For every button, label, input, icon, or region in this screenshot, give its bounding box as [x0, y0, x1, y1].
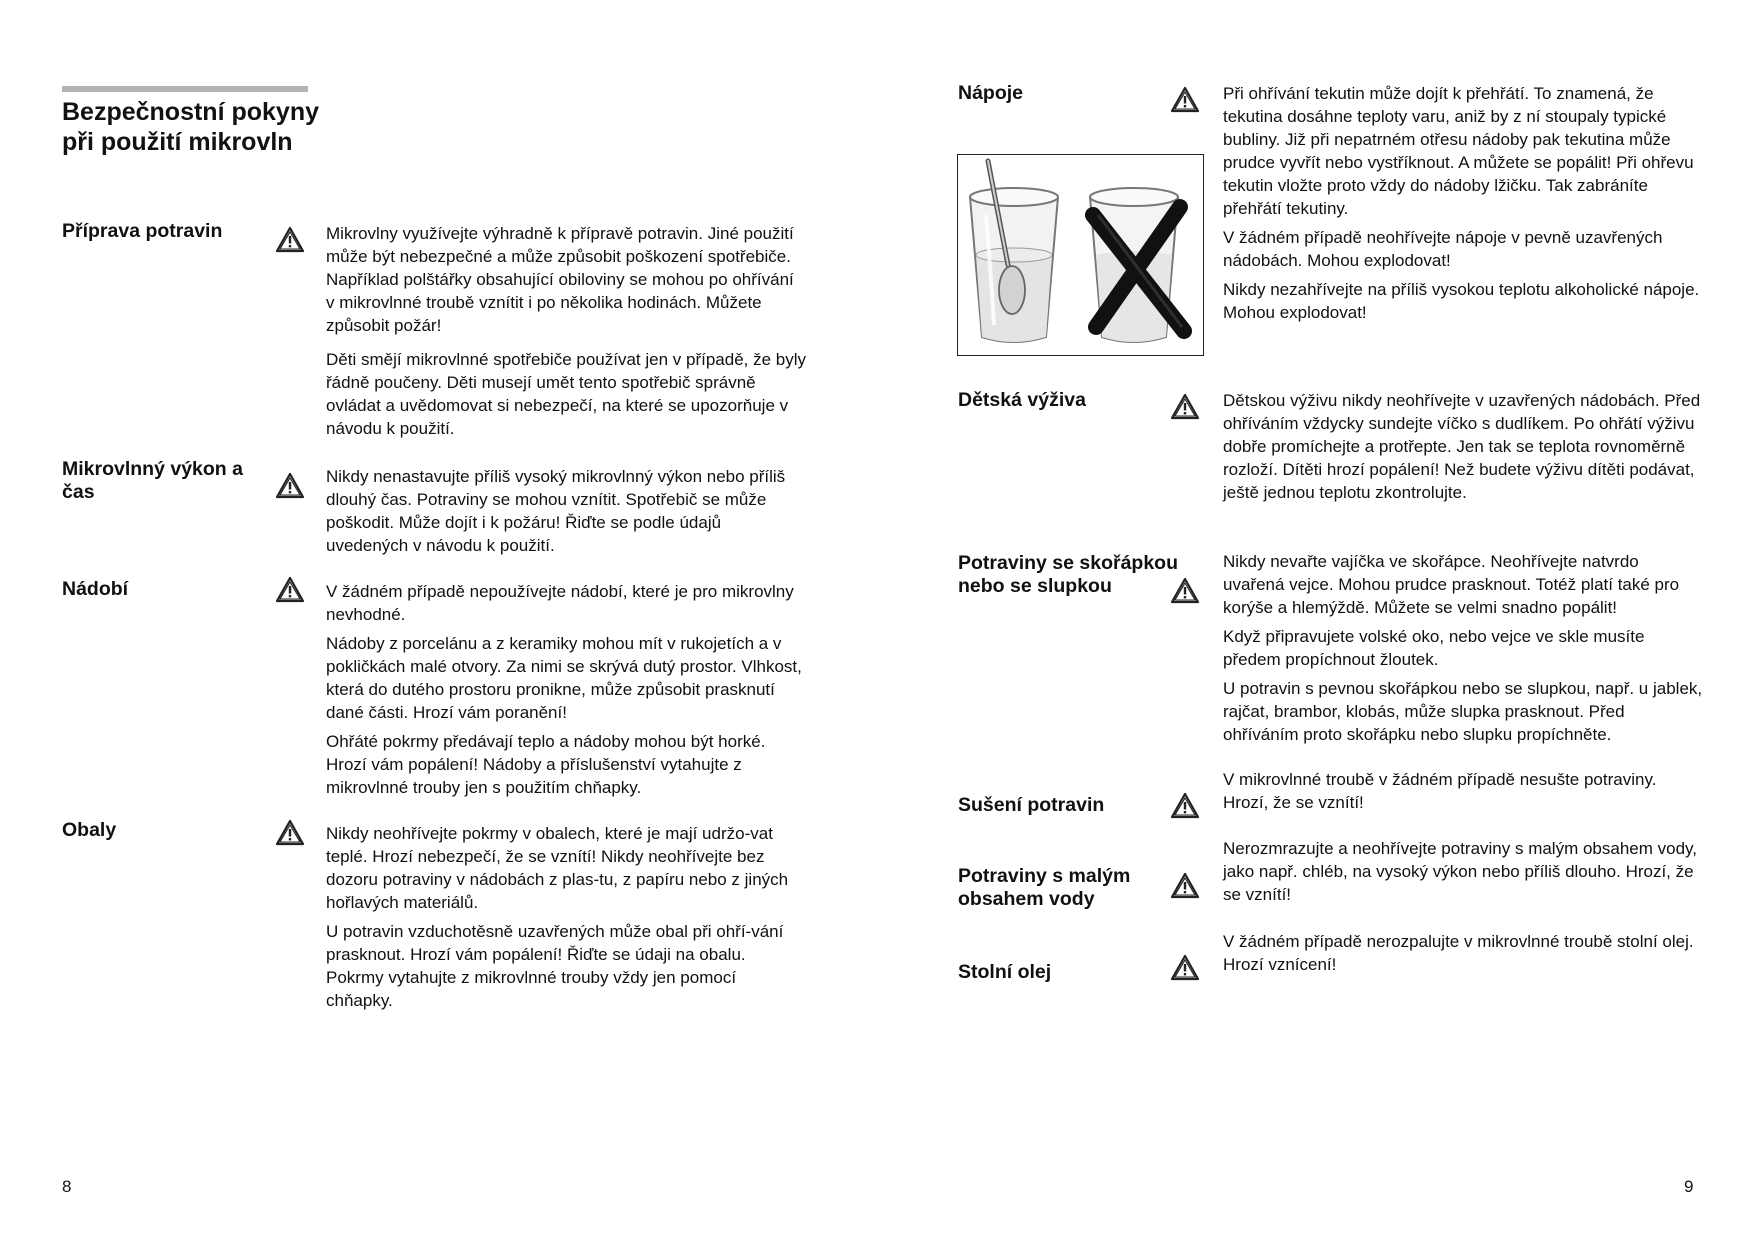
paragraph: V žádném případě neohřívejte nápoje v pevně uzavřených nádobách. Mohou explodovat!	[1223, 228, 1663, 270]
section-heading-nadobi: Nádobí	[62, 578, 129, 600]
section-text-skorapka	[1223, 550, 1703, 752]
paragraph: Nikdy nevařte vajíčka ve skořápce. Neohřívejte natvrdo uvařená vejce. Mohou prudce prasknout. Totéž platí také pro korýše a hlemýždě. Můžete se velmi snadno popálit!	[1223, 552, 1680, 617]
page-title: Bezpečnostní pokyny při použití mikrovln	[62, 98, 319, 156]
section-heading-suseni: Sušení potravin	[958, 794, 1105, 816]
page-number-left: 8	[62, 1177, 72, 1196]
section-text-priprava	[326, 222, 806, 446]
warning-triangle-icon	[275, 576, 305, 603]
section-text-nadobi	[326, 580, 806, 805]
warning-triangle-icon	[275, 226, 305, 253]
paragraph: Nikdy nenastavujte příliš vysoký mikrovlnný výkon nebo příliš dlouhý čas. Potraviny se mohou vznítit. Spotřebič se může poškodit. Může dojít i k požáru! Řiďte se podle údajů uvedených v návodu k použití.	[326, 467, 786, 555]
paragraph: V žádném případě nerozpalujte v mikrovlnné troubě stolní olej. Hrozí vznícení!	[1223, 932, 1694, 974]
paragraph: Mikrovlny využívejte výhradně k přípravě potravin. Jiné použití může být nebezpečné a může způsobit poškození spotřebiče. Například polštářky obsahující obiloviny se mohou po ohřívání v mikrovlnné troubě vznítit i po několika hodinách. Můžete způsobit požár!	[326, 224, 794, 335]
paragraph: Nádoby z porcelánu a z keramiky mohou mít v rukojetích a v pokličkách malé otvory. Za nimi se skrývá dutý prostor. Vlhkost, která do dutého prostoru pronikne, může způsobit prasknutí dané části. Hrozí vám poranění!	[326, 634, 802, 722]
paragraph: Při ohřívání tekutin může dojít k přehřátí. To znamená, že tekutina dosáhne teploty varu, aniž by z ní stoupaly typické bubliny. Již při nepatrném otřesu nádoby pak tekutina může prudce vyvřít nebo vystříknout. A můžete se popálit! Při ohřevu tekutin vložte proto vždy do nádoby lžičku. Tak zabráníte přehřátí tekutiny.	[1223, 84, 1694, 218]
glasses-illustration	[957, 154, 1204, 356]
section-text-napoje	[1223, 82, 1703, 330]
glass-crossed-out-icon	[1090, 188, 1184, 342]
section-text-vykon	[326, 465, 806, 563]
paragraph: Nikdy nezahřívejte na příliš vysokou teplotu alkoholické nápoje. Mohou explodovat!	[1223, 280, 1700, 322]
paragraph: V žádném případě nepoužívejte nádobí, které je pro mikrovlny nevhodné.	[326, 582, 794, 624]
warning-triangle-icon	[275, 472, 305, 499]
paragraph: Dětskou výživu nikdy neohřívejte v uzavřených nádobách. Před ohříváním vždycky sundejte víčko s dudlíkem. Po ohřátí výživu dobře promíchejte a protřepte. Jen tak se teplota rovnoměrně rozloží. Dítěti hrozí popálení! Než budete výživu dítěti podávat, ještě jednou teplotu zkontrolujte.	[1223, 391, 1701, 502]
section-text-suseni	[1223, 768, 1703, 820]
section-text-olej	[1223, 930, 1703, 982]
warning-triangle-icon	[275, 819, 305, 846]
section-heading-olej: Stolní olej	[958, 961, 1052, 983]
paragraph: Ohřáté pokrmy předávají teplo a nádoby mohou být horké. Hrozí vám popálení! Nádoby a příslušenství vytahujte z mikrovlnné trouby jen s použitím chňapky.	[326, 732, 766, 797]
section-heading-napoje: Nápoje	[958, 82, 1024, 104]
section-heading-skorapka: Potraviny se skořápkou nebo se slupkou	[958, 552, 1179, 597]
glass-with-spoon-icon	[970, 161, 1058, 342]
section-heading-vyziva: Dětská výživa	[958, 389, 1086, 411]
section-heading-voda: Potraviny s malým obsahem vody	[958, 865, 1131, 910]
warning-triangle-icon	[1170, 792, 1200, 819]
paragraph: V mikrovlnné troubě v žádném případě nesušte potraviny. Hrozí, že se vznítí!	[1223, 770, 1657, 812]
section-heading-priprava: Příprava potravin	[62, 220, 223, 242]
warning-triangle-icon	[1170, 872, 1200, 899]
warning-triangle-icon	[1170, 577, 1200, 604]
paragraph: Nerozmrazujte a neohřívejte potraviny s malým obsahem vody, jako např. chléb, na vysoký výkon nebo příliš dlouho. Hrozí, že se vznítí!	[1223, 839, 1697, 904]
section-heading-vykon: Mikrovlnný výkon a čas	[62, 458, 243, 503]
paragraph: U potravin s pevnou skořápkou nebo se slupkou, např. u jablek, rajčat, brambor, klobás, může slupka prasknout. Před ohříváním proto skořápku nebo slupku propíchněte.	[1223, 679, 1703, 744]
section-text-obaly	[326, 822, 806, 1018]
section-text-voda	[1223, 837, 1703, 912]
paragraph: U potravin vzduchotěsně uzavřených může obal při ohří-vání prasknout. Hrozí vám popálení! Řiďte se údaji na obalu. Pokrmy vytahujte z mikrovlnné trouby vždy jen pomocí chňapky.	[326, 922, 784, 1010]
paragraph: Nikdy neohřívejte pokrmy v obalech, které je mají udržo-vat teplé. Hrozí nebezpečí, že se vznítí! Nikdy neohřívejte bez dozoru potraviny v nádobách z plas-tu, z papíru nebo z jiných hořlavých materiálů.	[326, 824, 789, 912]
warning-triangle-icon	[1170, 393, 1200, 420]
section-heading-obaly: Obaly	[62, 819, 117, 841]
section-text-vyziva	[1223, 389, 1703, 510]
page-number-right: 9	[1684, 1177, 1694, 1196]
paragraph: Děti smějí mikrovlnné spotřebiče používat jen v případě, že byly řádně poučeny. Děti musejí umět tento spotřebič správně ovládat a uvědomovat si nebezpečí, na které se upozorňuje v návodu k použití.	[326, 350, 807, 438]
title-rule	[62, 86, 308, 92]
paragraph: Když připravujete volské oko, nebo vejce ve skle musíte předem propíchnout žloutek.	[1223, 627, 1645, 669]
warning-triangle-icon	[1170, 954, 1200, 981]
warning-triangle-icon	[1170, 86, 1200, 113]
